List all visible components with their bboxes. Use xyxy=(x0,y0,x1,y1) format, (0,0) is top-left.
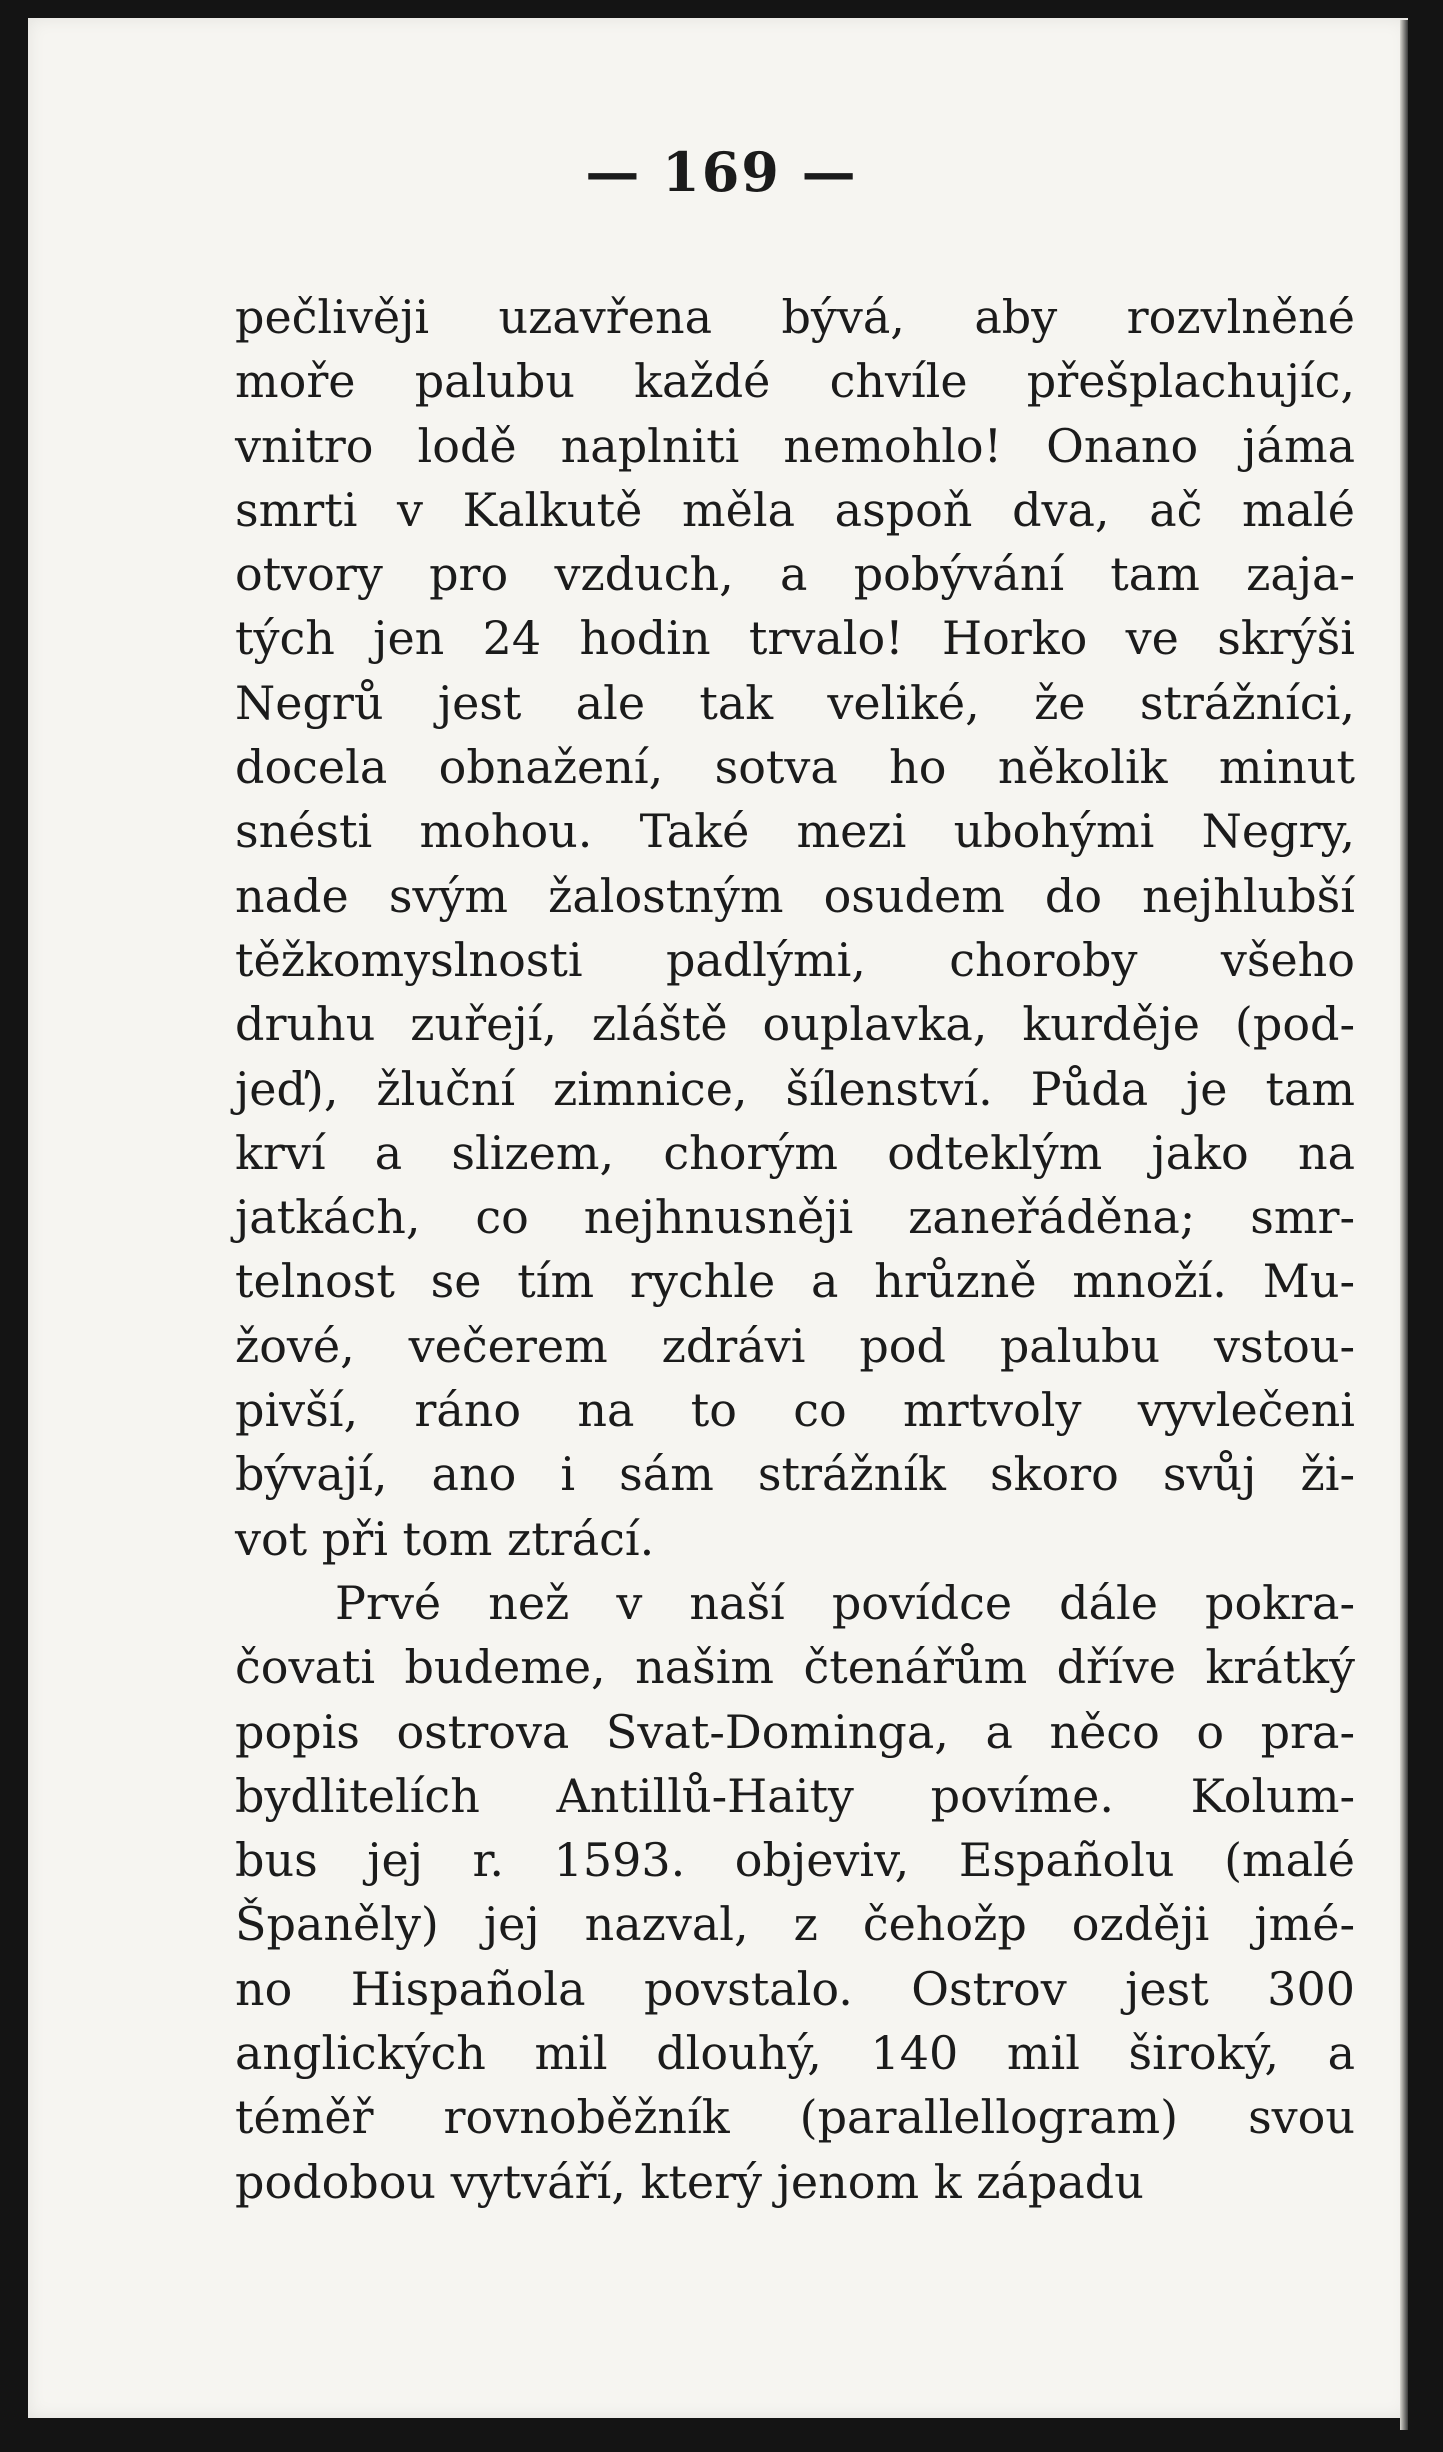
text-line: vot při tom ztrácí. xyxy=(235,1511,655,1566)
text-line: druhu zuřejí, zláště ouplavka, kurděje (pod- xyxy=(235,997,1355,1052)
text-line: popis ostrova Svat-Dominga, a něco o pra- xyxy=(235,1704,1355,1759)
page-number-header: — 169 — xyxy=(585,140,858,204)
text-line: téměř rovnoběžník (parallellogram) svou xyxy=(235,2090,1355,2145)
text-line: bus jej r. 1593. objeviv, Españolu (malé xyxy=(235,1833,1355,1888)
text-line: moře palubu každé chvíle přešplachujíc, xyxy=(235,354,1355,409)
page-edge-shadow xyxy=(1400,20,1408,2430)
text-line: otvory pro vzduch, a pobývání tam zaja- xyxy=(235,547,1355,602)
text-line: telnost se tím rychle a hrůzně množí. Mu- xyxy=(235,1254,1355,1309)
paragraph xyxy=(235,285,1355,1571)
text-line: nade svým žalostným osudem do nejhlubší xyxy=(235,868,1355,923)
text-line: anglických mil dlouhý, 140 mil široký, a xyxy=(235,2026,1355,2081)
text-line: Negrů jest ale tak veliké, že strážníci, xyxy=(235,675,1355,730)
text-line: pečlivěji uzavřena bývá, aby rozvlněné xyxy=(235,290,1355,344)
text-line: čovati budeme, našim čtenářům dříve krátký xyxy=(235,1640,1355,1695)
text-line: krví a slizem, chorým odteklým jako na xyxy=(235,1125,1355,1180)
text-line: jatkách, co nejhnusněji zaneřáděna; smr- xyxy=(235,1190,1355,1245)
text-line: žové, večerem zdrávi pod palubu vstou- xyxy=(235,1318,1355,1373)
paragraph xyxy=(235,1571,1355,2214)
text-line: Španěly) jej nazval, z čehožp ozději jmé- xyxy=(235,1897,1355,1952)
text-line: no Hispañola povstalo. Ostrov jest 300 xyxy=(235,1961,1355,2016)
text-line: docela obnažení, sotva ho několik minut xyxy=(235,740,1355,795)
text-line: smrti v Kalkutě měla aspoň dva, ač malé xyxy=(235,482,1355,537)
text-line: pivší, ráno na to co mrtvoly vyvlečeni xyxy=(235,1383,1355,1438)
text-line: podobou vytváří, který jenom k západu xyxy=(235,2154,1144,2209)
text-line: vnitro lodě naplniti nemohlo! Onano jáma xyxy=(235,418,1355,473)
text-line: tých jen 24 hodin trvalo! Horko ve skrýši xyxy=(235,611,1355,666)
text-line: těžkomyslnosti padlými, choroby všeho xyxy=(235,932,1355,987)
text-line: snésti mohou. Také mezi ubohými Negry, xyxy=(235,804,1355,859)
text-line: Prvé než v naší povídce dále pokra- xyxy=(335,1575,1355,1630)
text-line: jeď), žluční zimnice, šílenství. Půda je tam xyxy=(235,1061,1355,1116)
text-line: bývají, ano i sám strážník skoro svůj ži- xyxy=(235,1447,1355,1502)
text-line: bydlitelích Antillů-Haity povíme. Kolum- xyxy=(235,1768,1355,1823)
body-text xyxy=(235,285,1355,2214)
